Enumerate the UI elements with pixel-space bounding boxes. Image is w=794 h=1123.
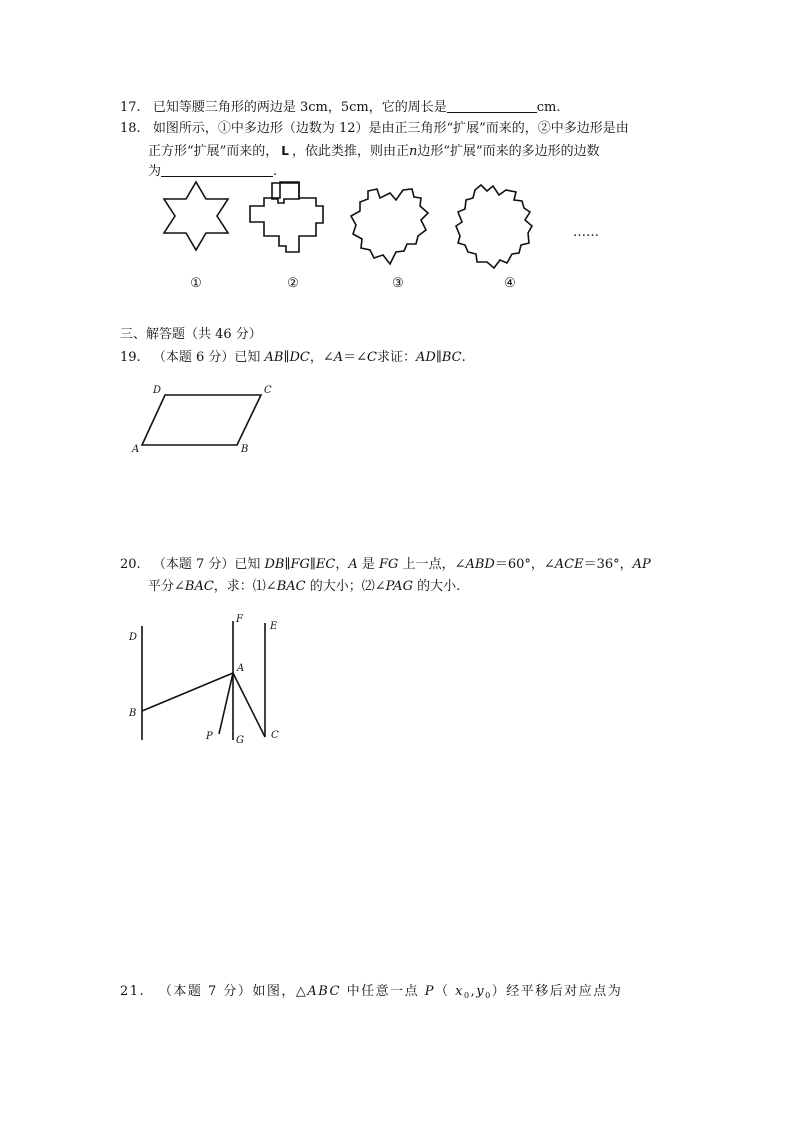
hexagram-shape bbox=[164, 182, 228, 250]
math-term: A bbox=[333, 350, 344, 365]
ellipsis-symbol: L bbox=[281, 144, 289, 158]
question-20-line-2 bbox=[148, 578, 460, 596]
question-text: ＝∠ bbox=[343, 350, 368, 365]
math-term: P bbox=[424, 984, 436, 999]
segment-ap bbox=[219, 673, 233, 734]
point-label-d: D bbox=[129, 632, 138, 643]
question-number: 21. bbox=[120, 984, 146, 999]
question-text: ，∠ bbox=[309, 350, 334, 365]
point-label-a: A bbox=[132, 444, 140, 455]
question-text: ∥ bbox=[309, 557, 316, 572]
figure-caption-1: ① bbox=[190, 276, 202, 291]
math-term: ABC bbox=[307, 984, 342, 999]
figure-caption-3: ③ bbox=[392, 276, 404, 291]
subscript: 0 bbox=[464, 991, 471, 1000]
point-label-d: D bbox=[153, 385, 162, 396]
math-term: ABD bbox=[465, 557, 495, 572]
question-text: ＝36°， bbox=[583, 557, 633, 572]
math-term: FG bbox=[379, 557, 399, 572]
section-title: 三、解答题（共 46 分） bbox=[120, 327, 262, 342]
figure-caption-4: ④ bbox=[504, 276, 516, 291]
question-20-line-1 bbox=[120, 556, 651, 574]
math-term: x bbox=[455, 984, 465, 999]
question-text: 的大小. bbox=[412, 579, 461, 594]
question-text: 正方形“扩展”而来的， bbox=[148, 144, 279, 159]
math-term: DC bbox=[289, 350, 310, 365]
segment-ac bbox=[233, 673, 265, 737]
point-label-g: G bbox=[236, 735, 244, 746]
question-text: 的大小；⑵∠ bbox=[305, 579, 386, 594]
question-text: ， bbox=[335, 557, 349, 572]
question-text: （ bbox=[435, 984, 456, 999]
subscript: 0 bbox=[485, 991, 492, 1000]
point-label-e: E bbox=[270, 621, 278, 632]
point-label-c: C bbox=[271, 730, 279, 741]
point-label-f: F bbox=[236, 614, 243, 625]
question-text: ）经平移后对应点为 bbox=[491, 984, 623, 999]
question-text: 上一点，∠ bbox=[398, 557, 466, 572]
point-label-b: B bbox=[129, 708, 137, 719]
question-number: 17. bbox=[120, 100, 141, 115]
question-text: 平分∠ bbox=[148, 579, 185, 594]
question-text: ∥ bbox=[435, 350, 442, 365]
question-text: ＝60°，∠ bbox=[494, 557, 555, 572]
hexagon-expanded-shape bbox=[456, 185, 532, 268]
figure-caption-2: ② bbox=[287, 276, 299, 291]
math-term: y bbox=[476, 984, 486, 999]
pentagon-expanded-shape bbox=[351, 189, 428, 264]
point-label-c: C bbox=[264, 385, 272, 396]
question-text: 求证： bbox=[377, 350, 417, 365]
question-number: 18. bbox=[120, 121, 141, 136]
question-21 bbox=[120, 983, 622, 1005]
question-number: 20. bbox=[120, 557, 141, 572]
question-19 bbox=[120, 349, 466, 367]
question-text: . bbox=[273, 164, 278, 179]
unit-text: cm. bbox=[536, 100, 561, 115]
question-text: ∥ bbox=[284, 557, 291, 572]
question-text: （本题 6 分）已知 bbox=[152, 350, 265, 365]
math-term: BAC bbox=[276, 579, 306, 594]
math-term: EC bbox=[315, 557, 336, 572]
math-term: AD bbox=[416, 350, 436, 365]
question-text: ，求：⑴∠ bbox=[213, 579, 277, 594]
square-expanded-shape bbox=[250, 182, 323, 252]
question-text: 为 bbox=[148, 164, 162, 179]
math-term: AP bbox=[632, 557, 651, 572]
question-text: 中任意一点 bbox=[341, 984, 425, 999]
question-text: 是 bbox=[357, 557, 380, 572]
question-text: 如图所示，①中多边形（边数为 12）是由正三角形“扩展”而来的，②中多边形是由 bbox=[152, 121, 629, 136]
question-text: ∥ bbox=[283, 350, 290, 365]
question-number: 19. bbox=[120, 350, 141, 365]
square-expanded-shape bbox=[272, 183, 299, 203]
math-term: BAC bbox=[184, 579, 214, 594]
math-term: FG bbox=[290, 557, 310, 572]
question-text: . bbox=[461, 350, 466, 365]
question-text: , bbox=[470, 984, 477, 999]
math-term: BC bbox=[441, 350, 462, 365]
parallelogram-abcd bbox=[142, 395, 261, 445]
variable-n: n bbox=[408, 144, 418, 159]
segment-ba bbox=[142, 673, 233, 711]
point-label-p: P bbox=[206, 731, 213, 742]
point-label-a: A bbox=[237, 663, 245, 674]
math-term: C bbox=[367, 350, 377, 365]
math-term: AB bbox=[264, 350, 284, 365]
question-text: （本题 7 分）如图，△ bbox=[158, 984, 308, 999]
math-term: DB bbox=[264, 557, 285, 572]
question-text: 已知等腰三角形的两边是 3cm，5cm，它的周长是 bbox=[152, 100, 447, 115]
math-term: A bbox=[348, 557, 358, 572]
question-text: （本题 7 分）已知 bbox=[152, 557, 265, 572]
question-text: 边形“扩展”而来的多边形的边数 bbox=[417, 144, 600, 159]
math-term: ACE bbox=[554, 557, 584, 572]
math-term: PAG bbox=[385, 579, 413, 594]
point-label-b: B bbox=[241, 444, 249, 455]
question-text: ，依此类推，则由正 bbox=[291, 144, 409, 159]
ellipsis-text: …… bbox=[573, 225, 599, 240]
